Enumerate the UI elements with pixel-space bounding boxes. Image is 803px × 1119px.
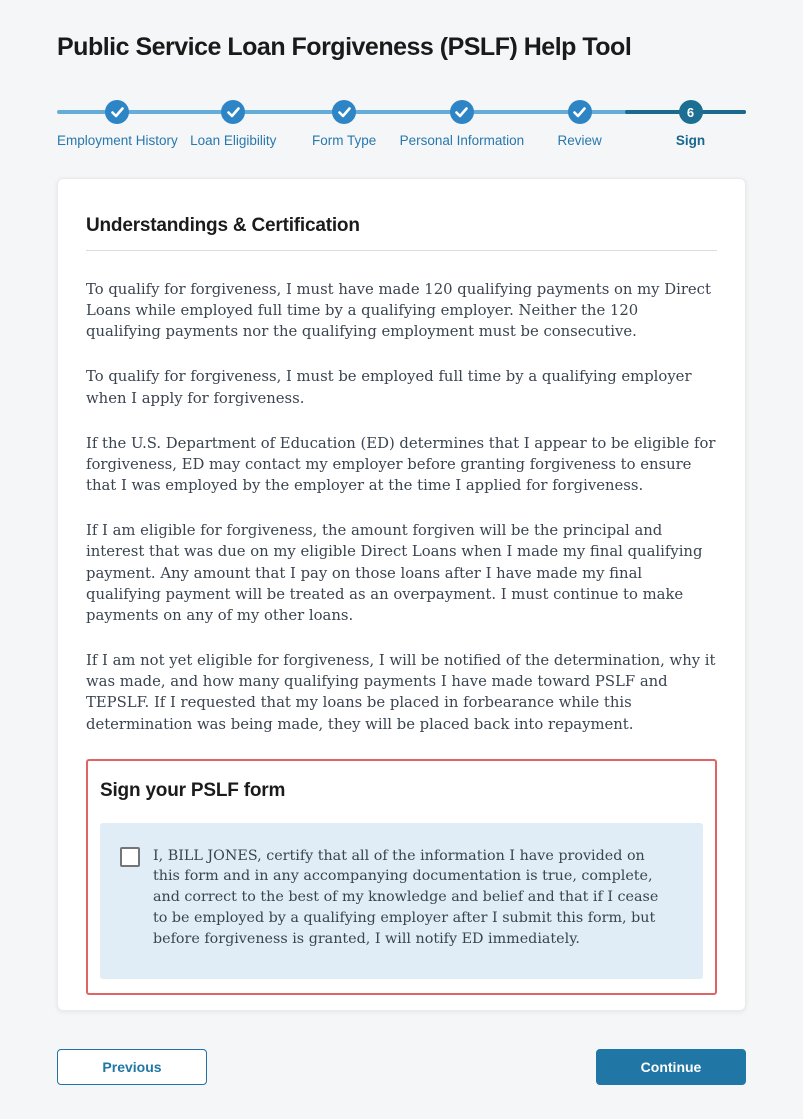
- page-title: Public Service Loan Forgiveness (PSLF) Help Tool: [57, 33, 632, 61]
- check-icon: [338, 107, 351, 118]
- sign-form-section-alert: [86, 759, 717, 996]
- understanding-paragraph: If I am not yet eligible for forgiveness, I will be notified of the determination, why it was made, and how many qualifying payments I have made toward PSLF and TEPSLF. If I requested that my loans be placed in forbearance while this determination was being made, they will be placed back into repayment.: [86, 652, 716, 733]
- step-sign-current[interactable]: [635, 100, 746, 148]
- step-label: Form Type: [312, 133, 377, 148]
- understanding-paragraph: If the U.S. Department of Education (ED) determines that I appear to be eligible for forgiveness, ED may contact my employer before granting forgiveness to ensure that I was employed by the employer at the time I applied for forgiveness.: [86, 434, 716, 495]
- certification-info-box: [100, 823, 703, 980]
- understandings-card: [57, 178, 746, 1011]
- step-complete-circle: [105, 100, 129, 124]
- check-icon: [227, 107, 240, 118]
- step-number-circle: 6: [679, 100, 703, 124]
- previous-button[interactable]: Previous: [57, 1049, 207, 1085]
- step-label: Loan Eligibility: [190, 133, 277, 148]
- step-complete-circle: [568, 100, 592, 124]
- continue-button[interactable]: Continue: [596, 1049, 746, 1085]
- pslf-help-tool-page: [57, 0, 746, 1119]
- step-review[interactable]: [524, 100, 635, 148]
- understanding-paragraph: To qualify for forgiveness, I must have made 120 qualifying payments on my Direct Loans while employed full time by a qualifying employer. Neither the 120 qualifying payments nor the qualifying employment must be consecutive.: [86, 281, 711, 341]
- card-heading: Understandings & Certification: [86, 215, 360, 236]
- certification-statement[interactable]: I, BILL JONES, certify that all of the information I have provided on this form and in any accompanying documentation is true, complete, and correct to the best of my knowledge and belief and that if I cease to be employed by a qualifying employer after I submit this form, but before forgiveness is granted, I will notify ED immediately.: [153, 847, 659, 947]
- step-label: Personal Information: [399, 133, 525, 148]
- step-label: Employment History: [57, 133, 178, 148]
- heading-divider: [86, 250, 717, 251]
- step-form-type[interactable]: [289, 100, 400, 148]
- understanding-paragraph: If I am eligible for forgiveness, the amount forgiven will be the principal and interest that was due on my eligible Direct Loans when I made my final qualifying payment. Any amount that I pay on those loans after I have made my final qualifying payment will be treated as an overpayment. I must continue to make payments on any of my other loans.: [86, 522, 703, 624]
- step-complete-circle: [332, 100, 356, 124]
- check-icon: [455, 107, 468, 118]
- step-label: Sign: [675, 133, 706, 148]
- step-complete-circle: [221, 100, 245, 124]
- footer-navigation: [57, 1049, 746, 1085]
- progress-stepper: [57, 100, 746, 148]
- check-icon: [111, 107, 124, 118]
- certification-checkbox[interactable]: [120, 847, 140, 867]
- step-employment-history[interactable]: [57, 100, 178, 148]
- check-icon: [573, 107, 586, 118]
- step-loan-eligibility[interactable]: [178, 100, 289, 148]
- understandings-text: [86, 279, 717, 735]
- step-label: Review: [557, 133, 602, 148]
- step-complete-circle: [450, 100, 474, 124]
- step-personal-information[interactable]: [400, 100, 525, 148]
- sign-section-heading: Sign your PSLF form: [100, 779, 286, 801]
- understanding-paragraph: To qualify for forgiveness, I must be employed full time by a qualifying employer when I apply for forgiveness.: [86, 368, 692, 407]
